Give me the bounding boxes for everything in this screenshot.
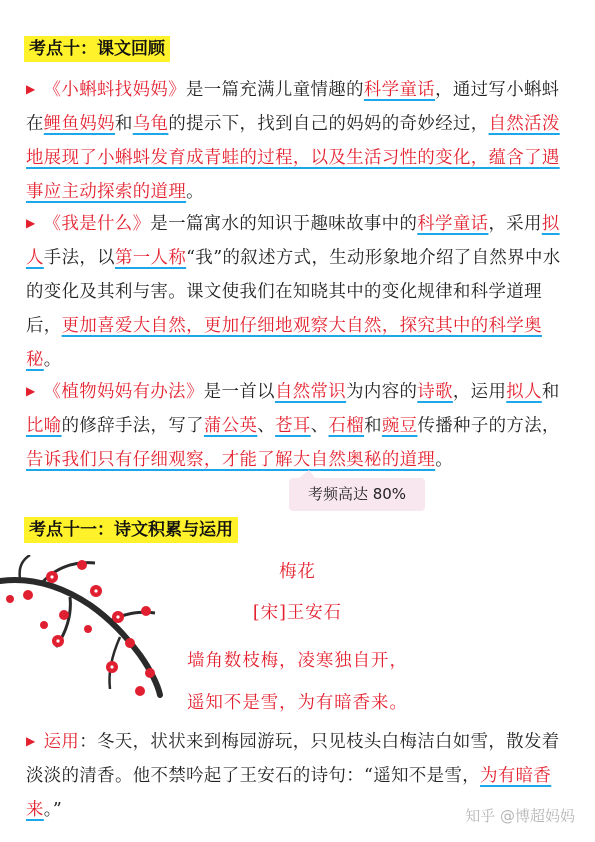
triangle-bullet-icon: ▶ — [26, 82, 36, 96]
watermark: 知乎 @博超妈妈 — [465, 807, 575, 825]
text-run: 《植物妈妈有办法》 — [43, 382, 204, 402]
text-run: 和 — [114, 114, 133, 134]
triangle-bullet-icon: ▶ — [26, 734, 36, 748]
poem-line-1: 墙角数枝梅，凌寒独自开， — [187, 651, 408, 671]
highlighted-phrase: 科学童话 — [417, 214, 489, 234]
highlighted-phrase: 乌龟 — [132, 114, 169, 134]
highlighted-phrase: 比喻 — [26, 416, 62, 436]
highlighted-phrase: 苍耳 — [275, 416, 311, 436]
highlighted-phrase: 鲤鱼妈妈 — [43, 114, 115, 134]
text-run: 和 — [541, 382, 560, 402]
text-run: 运用 — [43, 732, 80, 752]
poem-line-2: 遥知不是雪，为有暗香来。 — [187, 693, 408, 713]
highlighted-phrase: 诗歌 — [417, 382, 453, 402]
text-run: ，通过写小蝌蚪在 — [26, 80, 560, 134]
highlighted-phrase: 豌豆 — [381, 416, 418, 436]
paragraph-what-am-i — [26, 206, 571, 377]
paragraph-text — [26, 382, 560, 470]
highlighted-phrase: 科学童话 — [363, 80, 436, 100]
text-run: 为内容的 — [346, 382, 418, 402]
text-run: “我”的叙述方式，生动形象地介绍了自然界中水的变化及其利与害。课文使我们在知晓其中的变化规律和科学道理后， — [26, 248, 561, 336]
paragraph-text — [26, 80, 560, 202]
highlighted-phrase: 自然常识 — [274, 382, 347, 402]
poem-author: [宋]王安石 — [252, 603, 343, 623]
text-run: 《小蝌蚪找妈妈》 — [43, 80, 186, 100]
text-run: 。 — [43, 350, 62, 370]
text-run: 是一首以 — [203, 382, 275, 402]
text-run: 的提示下，找到自己的妈妈的奇妙经过， — [168, 114, 489, 134]
text-run: 。” — [43, 800, 63, 820]
paragraph-plant-mothers — [26, 374, 571, 477]
paragraph-text — [26, 214, 561, 370]
text-run: ：冬天，状状来到梅园游玩，只见枝头白梅洁白如雪，散发着淡淡的清香。他不禁吟起了王安石的诗句：“遥知不是雪， — [26, 732, 560, 786]
text-run: 传播种子的方法， — [417, 416, 560, 436]
triangle-bullet-icon: ▶ — [26, 384, 36, 398]
text-run: 和 — [364, 416, 382, 436]
text-run: ，运用 — [452, 382, 507, 402]
highlighted-phrase: 石榴 — [328, 416, 365, 436]
text-run: 。 — [186, 182, 204, 202]
highlighted-phrase: 更加喜爱大自然，更加仔细地观察大自然，探究其中的科学奥秘 — [26, 316, 542, 370]
highlighted-phrase: 拟人 — [26, 214, 560, 268]
highlighted-phrase: 蒲公英 — [203, 416, 258, 436]
highlighted-phrase: 拟人 — [506, 382, 542, 402]
text-run: 手法，以 — [43, 248, 115, 268]
text-run: 、 — [257, 416, 276, 436]
text-run: ，采用 — [488, 214, 542, 234]
highlighted-phrase: 告诉我们只有仔细观察，才能了解大自然奥秘的道理 — [26, 450, 436, 470]
text-run: 《我是什么》 — [43, 214, 151, 234]
triangle-bullet-icon: ▶ — [26, 216, 36, 230]
section-heading-11: 考点十一：诗文积累与运用 — [24, 517, 238, 543]
text-run: 的修辞手法，写了 — [61, 416, 204, 436]
poem-title: 梅花 — [279, 562, 316, 582]
frequency-badge: 考频高达 80% — [289, 478, 425, 511]
text-run: 是一篇充满儿童情趣的 — [185, 80, 364, 100]
highlighted-phrase: 自然活泼地展现了小蝌蚪发育成青蛙的过程，以及生活习性的变化，蕴含了遇事应主动探索的道理 — [26, 114, 560, 202]
highlighted-phrase: 为有暗香来 — [26, 766, 552, 820]
highlighted-phrase: 第一人称 — [114, 248, 187, 268]
text-run: 、 — [310, 416, 329, 436]
section-heading-10: 考点十：课文回顾 — [24, 36, 170, 62]
paragraph-tadpole — [26, 72, 571, 209]
text-run: 。 — [435, 450, 453, 470]
text-run: 是一篇寓水的知识于趣味故事中的 — [150, 214, 418, 234]
